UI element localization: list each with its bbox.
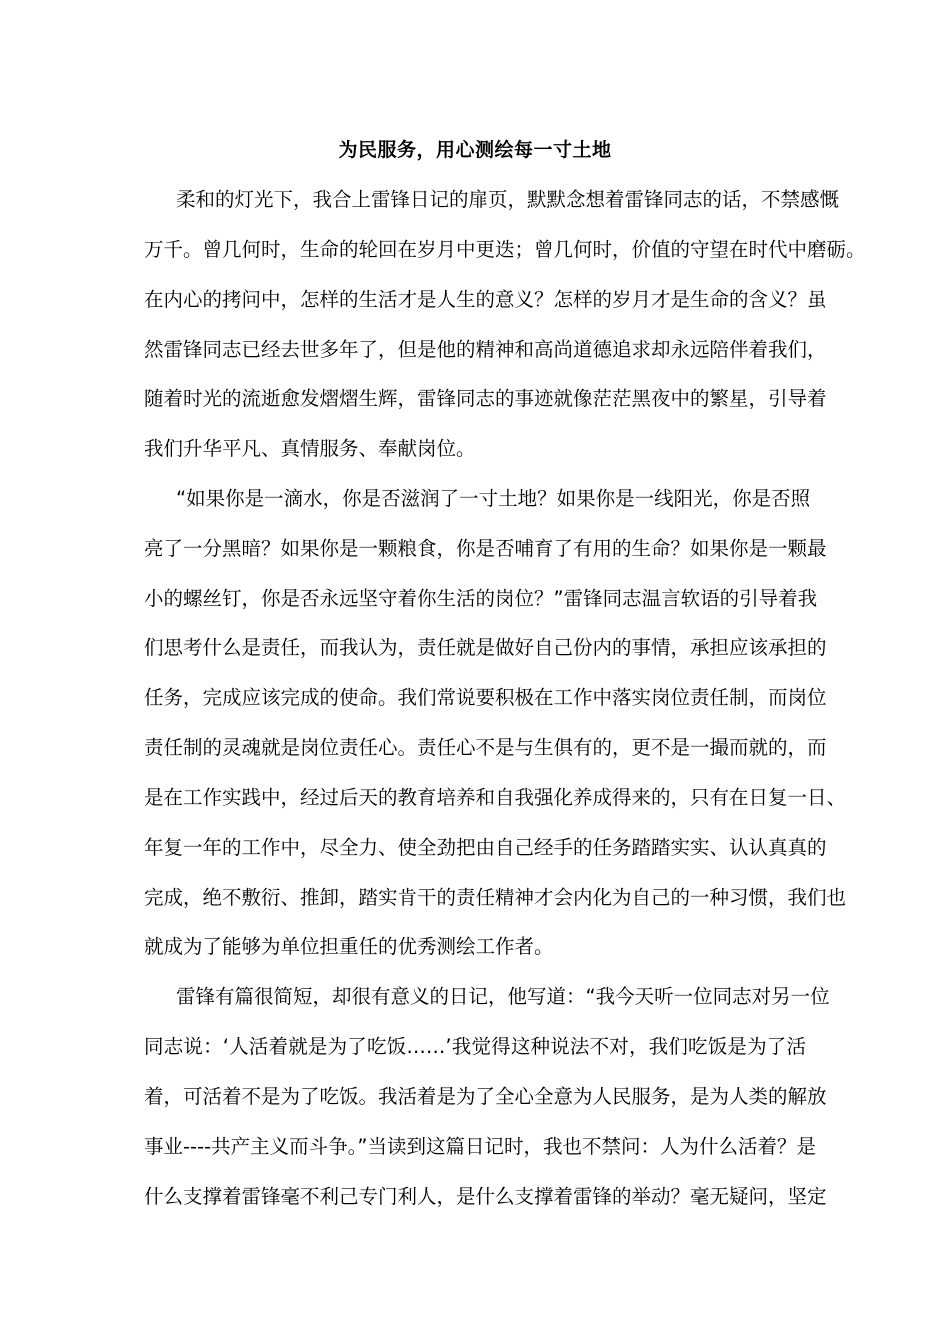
paragraph-line: 完成，绝不敷衍、推卸，踏实肯干的责任精神才会内化为自己的一种习惯，我们也	[144, 886, 847, 909]
paragraph-line: 然雷锋同志已经去世多年了，但是他的精神和高尚道德追求却永远陪伴着我们，	[144, 338, 827, 361]
paragraph-line: 是在工作实践中，经过后天的教育培养和自我强化养成得来的，只有在日复一日、	[144, 786, 847, 809]
paragraph-line: 年复一年的工作中，尽全力、使全劲把由自己经手的任务踏踏实实、认认真真的	[144, 836, 827, 859]
paragraph-line: 事业----共产主义而斗争。”当读到这篇日记时，我也不禁问：人为什么活着？是	[144, 1135, 816, 1158]
paragraph-line: 责任制的灵魂就是岗位责任心。责任心不是与生俱有的，更不是一撮而就的，而	[144, 736, 827, 759]
paragraph-line: 我们升华平凡、真情服务、奉献岗位。	[144, 437, 476, 460]
paragraph-line: 随着时光的流逝愈发熠熠生辉，雷锋同志的事迹就像茫茫黑夜中的繁星，引导着	[144, 387, 827, 410]
paragraph-line: 什么支撑着雷锋毫不利己专门利人，是什么支撑着雷锋的举动？毫无疑问，坚定	[144, 1185, 827, 1208]
paragraph-line: 柔和的灯光下，我合上雷锋日记的扉页，默默念想着雷锋同志的话，不禁感慨	[176, 188, 840, 211]
paragraph-line: 雷锋有篇很简短，却很有意义的日记，他写道：“我今天听一位同志对另一位	[176, 985, 830, 1008]
paragraph-line: 万千。曾几何时，生命的轮回在岁月中更迭；曾几何时，价值的守望在时代中磨砺。	[144, 238, 866, 261]
document-title: 为民服务，用心测绘每一寸土地	[338, 139, 612, 161]
paragraph-line: 任务，完成应该完成的使命。我们常说要积极在工作中落实岗位责任制，而岗位	[144, 686, 827, 709]
paragraph-line: 着，可活着不是为了吃饭。我活着是为了全心全意为人民服务，是为人类的解放	[144, 1085, 827, 1108]
paragraph-line: 们思考什么是责任，而我认为，责任就是做好自己份内的事情，承担应该承担的	[144, 636, 827, 659]
paragraph-line: 亮了一分黑暗？如果你是一颗粮食，你是否哺育了有用的生命？如果你是一颗最	[144, 537, 827, 560]
paragraph-line: 小的螺丝钉，你是否永远坚守着你生活的岗位？”雷锋同志温言软语的引导着我	[144, 587, 818, 610]
paragraph-line: 同志说：‘人活着就是为了吃饭……’我觉得这种说法不对，我们吃饭是为了活	[144, 1035, 806, 1058]
paragraph-line: “如果你是一滴水，你是否滋润了一寸土地？如果你是一线阳光，你是否照	[176, 487, 811, 510]
paragraph-line: 在内心的拷问中，怎样的生活才是人生的意义？怎样的岁月才是生命的含义？虽	[144, 288, 827, 311]
paragraph-line: 就成为了能够为单位担重任的优秀测绘工作者。	[144, 935, 554, 958]
